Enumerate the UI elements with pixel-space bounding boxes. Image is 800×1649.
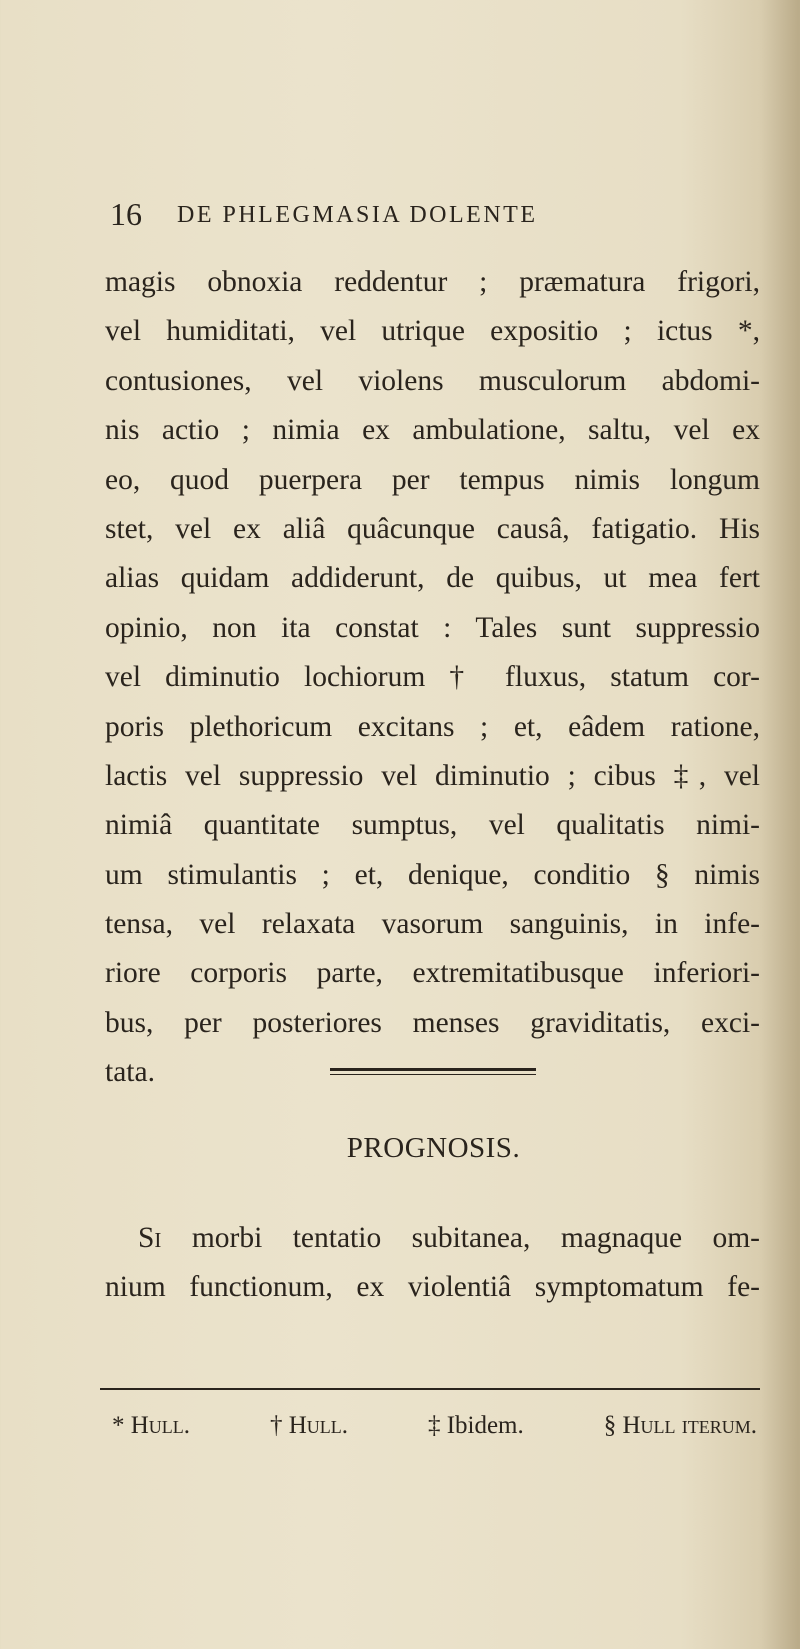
footnote-rule [100,1388,760,1390]
page-number: 16 [110,196,142,232]
section-divider [330,1068,536,1075]
text-line: um stimulantis ; et, denique, conditio § nimis [105,858,760,891]
text-line: nis actio ; nimia ex ambulatione, saltu, vel ex [105,414,760,447]
paragraph-2 [105,1214,760,1313]
text-line: poris plethoricum excitans ; et, eâdem ratione, [105,710,760,743]
text-line: tensa, vel relaxata vasorum sanguinis, in infe- [105,908,760,941]
text-line: alias quidam addiderunt, de quibus, ut mea fert [105,562,760,595]
footnote: † Hull. [269,1412,349,1439]
text-line: lactis vel suppressio vel diminutio ; cibus ‡, vel [105,759,760,792]
text-line [105,1214,760,1263]
text-line: magis obnoxia reddentur ; præmatura frigori, [105,266,760,298]
footnote: § Hull iterum. [603,1412,757,1439]
text-line: nium functionum, ex violentiâ symptomatum fe- [105,1271,760,1304]
footnote: ‡ Ibidem. [427,1412,524,1439]
text-line: bus, per posteriores menses graviditatis, exci- [105,1006,760,1039]
running-title: DE PHLEGMASIA DOLENTE [177,202,538,228]
text-line: opinio, non ita constat : Tales sunt suppressio [105,611,760,644]
text-line: contusiones, vel violens musculorum abdomi- [105,364,760,397]
initial-word: Si [138,1222,162,1254]
footnotes [112,1412,757,1440]
text-line: vel diminutio lochiorum † fluxus, statum cor- [105,661,760,694]
paragraph-1 [105,258,760,1098]
footnote: * Hull. [112,1412,191,1439]
text-line: riore corporis parte, extremitatibusque inferiori- [105,957,760,990]
text-line: stet, vel ex aliâ quâcunque causâ, fatigatio. His [105,512,760,545]
line-text: morbi tentatio subitanea, magnaque om- [161,1222,760,1254]
running-header [110,196,710,236]
text-line: eo, quod puerpera per tempus nimis longum [105,463,760,496]
text-line: tata. [105,1056,155,1089]
section-title: PROGNOSIS. [346,1132,521,1164]
text-line: vel humiditati, vel utrique expositio ; ictus *, [105,315,760,348]
text-line: nimiâ quantitate sumptus, vel qualitatis nimi- [105,809,760,842]
